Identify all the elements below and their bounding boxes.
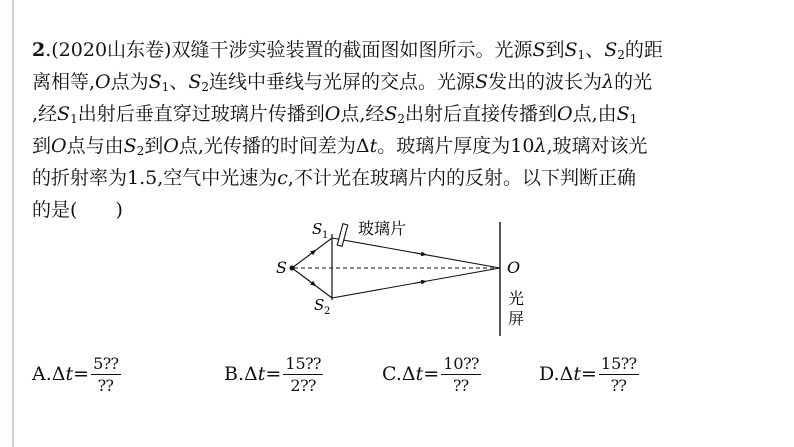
text-run: 点,由 — [572, 103, 617, 125]
var-lambda: λ — [602, 71, 615, 93]
text-run: 离相等, — [32, 71, 96, 93]
text-run: 点为 — [110, 71, 149, 93]
fraction-bar — [441, 374, 481, 375]
option-d[interactable] — [539, 348, 639, 400]
text-run: ,玻璃对该光 — [546, 135, 648, 157]
var-t: t — [415, 363, 424, 385]
equals-sign: = — [423, 363, 440, 385]
var-S: S — [188, 71, 202, 93]
var-t: t — [65, 363, 74, 385]
text-run: 点与由 — [66, 135, 124, 157]
subscript: 2 — [397, 112, 406, 126]
text-run: 出射后垂直穿过玻璃片传播到 — [77, 103, 325, 125]
var-S: S — [384, 103, 398, 125]
var-c: c — [277, 167, 288, 189]
subscript: 1 — [629, 112, 638, 126]
option-a-fraction — [91, 355, 121, 394]
label-screen-2: 屏 — [508, 309, 525, 328]
var-lambda: λ — [534, 135, 547, 157]
subscript: 2 — [201, 80, 209, 94]
label-o: O — [507, 258, 521, 277]
text-run: 发出的波长为 — [488, 71, 603, 93]
equals-sign: = — [265, 363, 282, 385]
option-letter: B. — [224, 363, 245, 385]
subscript: 2 — [136, 144, 145, 158]
question-number: 2 — [32, 39, 46, 61]
question-line-2 — [32, 66, 777, 98]
var-O: O — [324, 103, 341, 125]
delta-symbol: Δ — [401, 363, 416, 385]
option-b[interactable] — [224, 348, 323, 400]
option-d-label — [539, 363, 597, 385]
text-run: 到 — [32, 135, 52, 157]
arrow-s1-o — [414, 253, 424, 255]
text-run: 的是( — [32, 199, 78, 221]
subscript: 1 — [577, 48, 586, 62]
text-run: 、 — [585, 39, 605, 61]
var-S: S — [57, 103, 71, 125]
question-stem — [32, 34, 777, 226]
option-letter: A. — [32, 363, 52, 385]
var-S: S — [475, 71, 489, 93]
fraction-bar — [91, 374, 121, 375]
numerator: 10⁇ — [443, 353, 480, 373]
var-S: S — [148, 71, 162, 93]
question-line-3 — [32, 98, 777, 130]
equals-sign: = — [580, 363, 597, 385]
var-t: t — [257, 363, 266, 385]
question-line-4 — [32, 130, 777, 162]
text-run: 点,经 — [340, 103, 385, 125]
denominator: 2⁇ — [290, 375, 317, 395]
text-run: 双缝干涉实验装置的截面图如图所示。光源 — [171, 39, 533, 61]
question-line-5 — [32, 162, 777, 194]
label-s2: S — [314, 296, 325, 314]
fraction-bar — [599, 374, 639, 375]
text-run: ,不计光在玻璃片内的反射。以下判断正确 — [287, 167, 636, 189]
text-run: 的折射率为1.5,空气中光速为 — [32, 167, 278, 189]
option-b-label — [224, 363, 281, 385]
option-c-fraction — [441, 355, 481, 394]
var-O: O — [95, 71, 111, 93]
question-source: .(2020山东卷) — [45, 39, 172, 61]
text-run: ,经 — [32, 103, 58, 125]
equals-sign: = — [73, 363, 90, 385]
denominator: ⁇ — [98, 375, 114, 395]
label-s2-sub: 2 — [324, 306, 331, 317]
text-run: 的光 — [614, 71, 653, 93]
text-run: 到 — [545, 39, 565, 61]
text-run: 出射后直接传播到 — [405, 103, 558, 125]
var-t: t — [369, 135, 378, 157]
delta-symbol: Δ — [559, 363, 574, 385]
label-s1-sub: 1 — [322, 230, 329, 241]
arrow-s-s1 — [308, 252, 314, 257]
arrow-s2-o — [414, 282, 424, 284]
delta-symbol: Δ — [51, 363, 66, 385]
label-s: S — [276, 258, 287, 277]
var-S: S — [564, 39, 578, 61]
label-glass: 玻璃片 — [358, 219, 407, 238]
text-run: 到 — [144, 135, 164, 157]
denominator: ⁇ — [453, 375, 469, 395]
option-b-fraction — [283, 355, 323, 394]
delta-symbol: Δ — [244, 363, 258, 385]
numerator: 15⁇ — [600, 353, 637, 373]
subscript: 2 — [617, 48, 625, 62]
option-d-fraction — [599, 355, 639, 394]
option-letter: D. — [539, 363, 560, 385]
text-run: 、 — [169, 71, 189, 93]
var-S: S — [616, 103, 630, 125]
numerator: 5⁇ — [93, 353, 119, 373]
numerator: 15⁇ — [285, 353, 322, 373]
label-screen-1: 光 — [508, 289, 525, 308]
glass-plate — [337, 224, 348, 247]
subscript: 1 — [161, 80, 170, 94]
var-t: t — [573, 363, 581, 385]
answer-blank — [77, 199, 115, 221]
text-run: 。玻璃片厚度为10 — [377, 135, 535, 157]
option-a-label — [32, 363, 89, 385]
var-S: S — [532, 39, 546, 61]
subscript: 1 — [70, 112, 78, 126]
left-accent-rule — [12, 0, 14, 447]
text-run: ) — [115, 199, 123, 221]
question-line-1 — [32, 34, 777, 66]
text-run: 点,光传播的时间差为Δ — [178, 135, 370, 157]
option-letter: C. — [382, 363, 402, 385]
option-c[interactable] — [382, 348, 481, 400]
denominator: ⁇ — [611, 375, 627, 395]
option-a[interactable] — [32, 348, 121, 400]
var-S: S — [123, 135, 137, 157]
text-run: 连线中垂线与光屏的交点。光源 — [209, 71, 476, 93]
arrow-s-s2 — [308, 280, 314, 285]
answer-options — [32, 348, 772, 400]
double-slit-diagram — [274, 214, 544, 344]
label-s1: S — [312, 220, 323, 238]
fraction-bar — [283, 374, 323, 375]
text-run: 的距 — [624, 39, 663, 61]
var-O: O — [51, 135, 67, 157]
var-S: S — [604, 39, 618, 61]
var-O: O — [163, 135, 179, 157]
option-c-label — [382, 363, 439, 385]
var-O: O — [557, 103, 573, 125]
